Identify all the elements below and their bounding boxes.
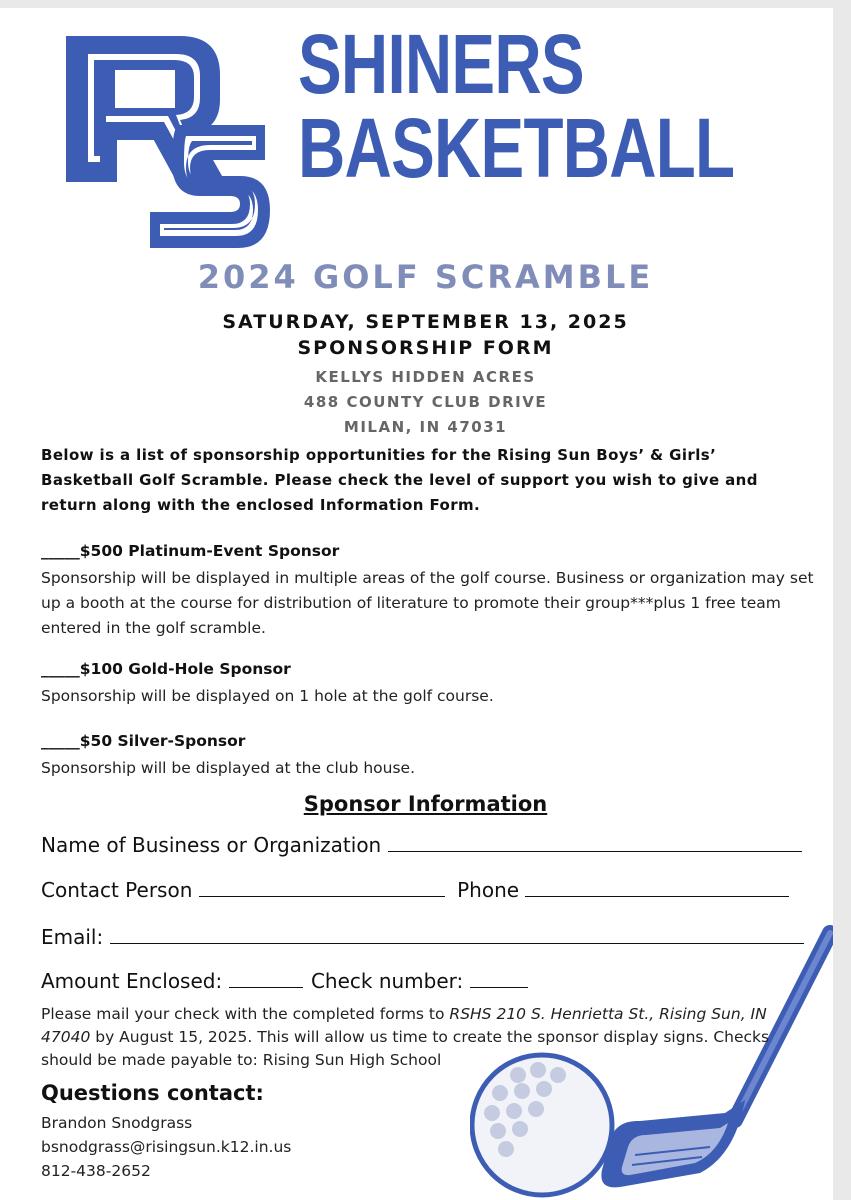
- level-gold-description: Sponsorship will be displayed on 1 hole at the golf course.: [41, 687, 494, 705]
- golf-ball-icon: [472, 1055, 612, 1195]
- level-silver-description: Sponsorship will be displayed at the club house.: [41, 759, 416, 777]
- contact-person-field[interactable]: [199, 878, 445, 897]
- event-date: SATURDAY, SEPTEMBER 13, 2025: [222, 311, 629, 333]
- sponsor-info-title: Sponsor Information: [303, 792, 548, 816]
- amount-row: [41, 969, 528, 993]
- team-name-line1: SHINERS: [298, 17, 584, 111]
- business-label: Name of Business or Organization: [41, 833, 382, 857]
- mail-lead: Please mail your check with the completed forms to: [41, 1005, 450, 1023]
- contact-phone: 812-438-2652: [41, 1162, 151, 1180]
- business-field[interactable]: [388, 833, 802, 852]
- email-label: Email:: [41, 925, 104, 949]
- contact-row: [41, 878, 789, 902]
- team-name-line2: BASKETBALL: [298, 101, 735, 195]
- contact-email[interactable]: bsnodgrass@risingsun.k12.in.us: [41, 1138, 292, 1156]
- business-row: [41, 833, 802, 857]
- phone-field[interactable]: [525, 878, 789, 897]
- questions-heading: Questions contact:: [41, 1081, 264, 1105]
- team-name: [298, 17, 735, 195]
- venue-street: 488 COUNTY CLUB DRIVE: [303, 393, 548, 411]
- form-title: SPONSORSHIP FORM: [297, 337, 554, 359]
- venue-name: KELLYS HIDDEN ACRES: [315, 368, 536, 386]
- intro-paragraph: Below is a list of sponsorship opportunities for the Rising Sun Boys’ & Girls’ Basketball Golf Scramble. Please check the level of support you wish to give and return along with the enclosed Information Form.: [41, 446, 758, 514]
- venue-city: MILAN, IN 47031: [343, 418, 508, 436]
- check-number-label: Check number:: [310, 969, 464, 993]
- contact-person-label: Contact Person: [41, 878, 193, 902]
- amount-field[interactable]: [229, 969, 303, 988]
- mail-rest: by August 15, 2025. This will allow us time to create the sponsor display signs. Checks should be made payable to: Rising Sun High School: [41, 1028, 770, 1069]
- amount-label: Amount Enclosed:: [41, 969, 223, 993]
- mail-address: RSHS 210 S. Henrietta St., Rising Sun, IN 47040: [41, 1005, 767, 1046]
- level-silver-heading: _____$50 Silver-Sponsor: [41, 732, 246, 750]
- phone-label: Phone: [457, 878, 520, 902]
- mail-instructions: [41, 1003, 801, 1072]
- rs-logo-icon: [60, 30, 275, 255]
- event-title: 2024 GOLF SCRAMBLE: [197, 258, 654, 296]
- level-platinum-description: Sponsorship will be displayed in multiple areas of the golf course. Business or organization may set up a booth at the course for distribution of literature to promote their group***plus 1 free team entered in the golf scramble.: [41, 569, 814, 637]
- level-gold-heading: _____$100 Gold-Hole Sponsor: [41, 660, 291, 678]
- level-platinum-heading: _____$500 Platinum-Event Sponsor: [41, 542, 340, 560]
- contact-name: Brandon Snodgrass: [41, 1114, 193, 1132]
